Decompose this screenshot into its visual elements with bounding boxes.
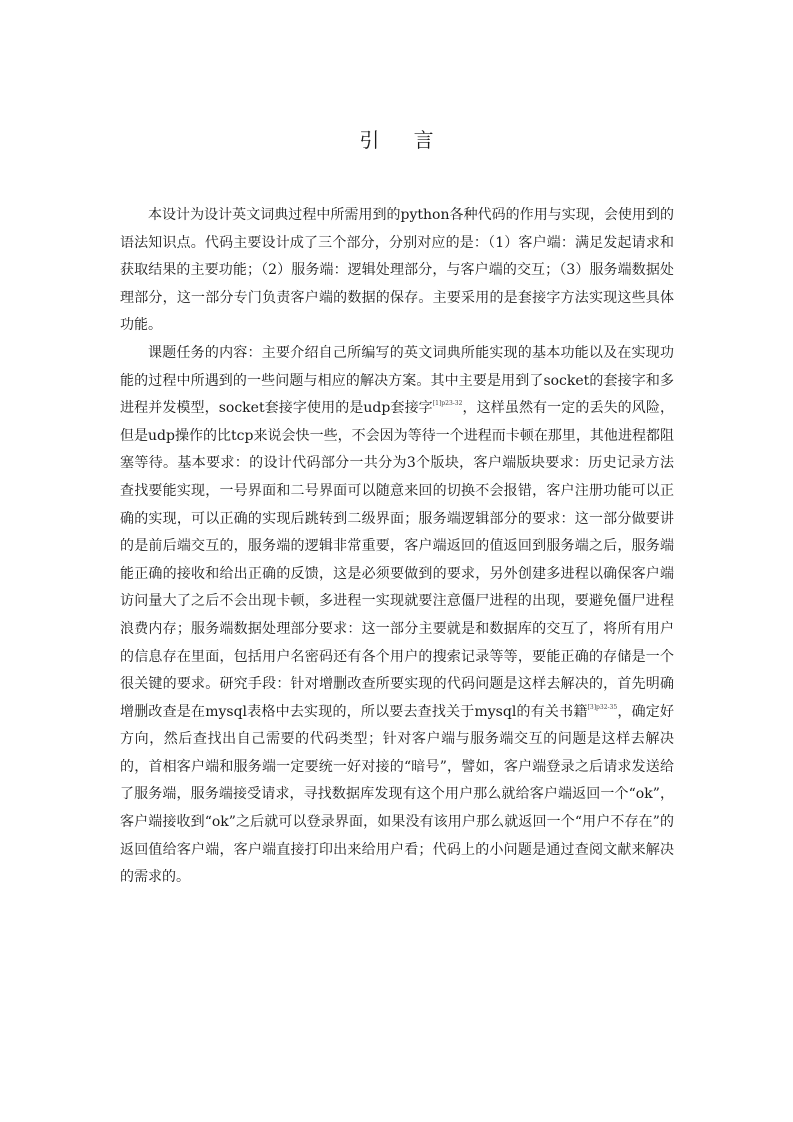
paragraph-task-part2: ，这样虽然有一定的丢失的风险，但是udp操作的比tcp来说会快一些，不会因为等待一个进程而卡顿在那里，其他进程都阻塞等待。基本要求：的设计代码部分一共分为3个版块，客户端版块要求：历史记录方法查找要能实现，一号界面和二号界面可以随意来回的切换不会报错，客户注册功能可以正确的实现，可以正确的实现后跳转到二级界面；服务端逻辑部分的要求：这一部分做要讲的是前后端交互的，服务端的逻辑非常重要，客户端返回的值返回到服务端之后，服务端能正确的接收和给出正确的反馈，这是必须要做到的要求，另外创建多进程以确保客户端访问量大了之后不会出现卡顿，多进程一实现就要注意僵尸进程的出现，要避免僵尸进程浪费内存；服务端数据处理部分要求：这一部分主要就是和数据库的交互了，将所有用户的信息存在里面，包括用户名密码还有各个用户的搜索记录等等，要能正确的存储是一个很关键的要求。研究手段：针对增删改查所要实现的代码问题是这样去解决的，首先明确增删改查是在mysql表格中去实现的，所以要去查找关于mysql的有关书籍	[120, 400, 674, 720]
page-title: 引 言	[359, 128, 448, 152]
paragraph-task-part3: ，确定好方向，然后查找出自己需要的代码类型；针对客户端与服务端交互的问题是这样去解决的，首相客户端和服务端一定要统一好对接的“暗号”，譬如，客户端登录之后请求发送给了服务端，服务端接受请求，寻找数据库发现有这个用户那么就给客户端返回一个“ok”，客户端接收到“ok”之后就可以登录界面，如果没有该用户那么就返回一个“用户不存在”的返回值给客户端，客户端直接打印出来给用户看；代码上的小问题是通过查阅文献来解决的需求的。	[120, 703, 675, 886]
citation-3: [3]p32-35	[587, 703, 618, 711]
paragraph-task	[120, 340, 674, 892]
paragraph-intro: 本设计为设计英文词典过程中所需用到的python各种代码的作用与实现，会使用到的语法知识点。代码主要设计成了三个部分，分别对应的是：（1）客户端：满足发起请求和获取结果的主要功能；（2）服务端：逻辑处理部分，与客户端的交互；（3）服务端数据处理部分，这一部分专门负责客户端的数据的保存。主要采用的是套接字方法实现这些具体功能。	[120, 207, 674, 334]
paragraph-task-part1: 课题任务的内容：主要介绍自己所编写的英文词典所能实现的基本功能以及在实现功能的过程中所遇到的一些问题与相应的解决方案。其中主要是用到了socket的套接字和多进程并发模型，socket套接字使用的是udp套接字	[120, 344, 674, 417]
citation-1: [1]p23-32	[432, 400, 463, 408]
body-text	[120, 202, 674, 892]
